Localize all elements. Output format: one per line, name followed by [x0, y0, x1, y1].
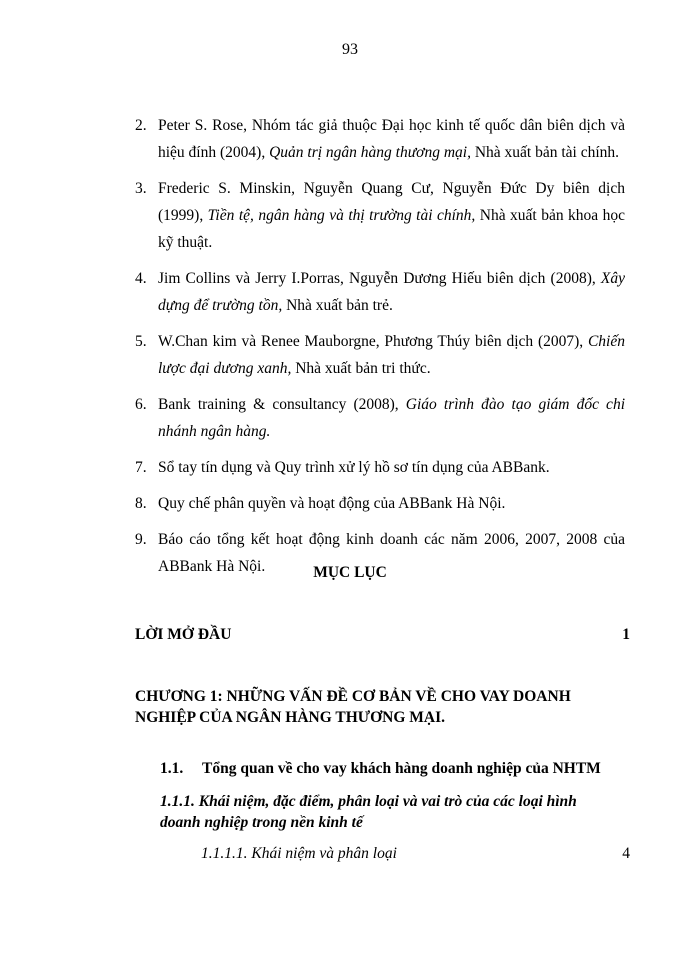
reference-item — [135, 454, 625, 481]
reference-text — [158, 490, 625, 517]
reference-title: Quản trị ngân hàng thương mại, — [269, 144, 471, 161]
reference-text — [158, 175, 625, 256]
reference-item — [135, 391, 625, 445]
toc-section-1-1-number: 1.1. — [160, 760, 184, 777]
reference-title: Chiến lược đại dương xanh, — [158, 333, 625, 377]
reference-item — [135, 490, 625, 517]
reference-number: 2. — [135, 117, 147, 134]
reference-authors: Quy chế phân quyền và hoạt động của ABBank Hà Nội. — [158, 495, 506, 512]
reference-title: Tiền tệ, ngân hàng và thị trường tài chính, — [207, 207, 476, 224]
page-number: 93 — [342, 41, 358, 58]
reference-publisher: Nhà xuất bản trẻ. — [282, 297, 393, 314]
reference-publisher: Nhà xuất bản tài chính. — [470, 144, 620, 161]
reference-title: Xây dựng để trường tồn, — [158, 270, 625, 314]
reference-title: Giáo trình đào tạo giám đốc chi nhánh ngân hàng. — [158, 396, 625, 440]
toc-section-1-1-title: Tổng quan về cho vay khách hàng doanh nghiệp của NHTM — [202, 760, 601, 777]
toc-chapter-1-line-1: CHƯƠNG 1: NHỮNG VẤN ĐỀ CƠ BẢN VỀ CHO VAY DOANH — [135, 688, 571, 705]
reference-text — [158, 454, 625, 481]
reference-number: 8. — [135, 495, 147, 512]
toc-chapter-1-line-2: NGHIỆP CỦA NGÂN HÀNG THƯƠNG MẠI. — [135, 709, 446, 726]
reference-number: 3. — [135, 180, 147, 197]
reference-publisher: Nhà xuất bản tri thức. — [291, 360, 431, 377]
reference-authors: Frederic S. Minskin, Nguyễn Quang Cư, Nguyễn Đức Dy biên dịch (1999), — [158, 180, 625, 224]
reference-authors: Jim Collins và Jerry I.Porras, Nguyễn Dương Hiếu biên dịch (2008), — [158, 270, 601, 287]
reference-text — [158, 328, 625, 382]
reference-authors: Bank training & consultancy (2008), — [158, 396, 406, 413]
toc-section-1-1-1-1-page: 4 — [622, 845, 630, 862]
reference-text — [158, 112, 625, 166]
toc-heading: MỤC LỤC — [313, 564, 387, 581]
reference-text — [158, 265, 625, 319]
reference-item — [135, 112, 625, 166]
toc-section-1-1-1-line-2: doanh nghiệp trong nền kinh tế — [160, 814, 363, 831]
reference-item — [135, 175, 625, 256]
reference-number: 9. — [135, 531, 147, 548]
reference-number: 7. — [135, 459, 147, 476]
reference-authors: Peter S. Rose, Nhóm tác giả thuộc Đại học kinh tế quốc dân biên dịch và hiệu đính (2004), — [158, 117, 625, 161]
toc-intro-label: LỜI MỞ ĐẦU — [135, 626, 232, 643]
reference-authors: W.Chan kim và Renee Mauborgne, Phương Thúy biên dịch (2007), — [158, 333, 588, 350]
toc-section-1-1-1-line-1: 1.1.1. Khái niệm, đặc điểm, phân loại và vai trò của các loại hình — [160, 793, 577, 810]
reference-item — [135, 265, 625, 319]
reference-text — [158, 391, 625, 445]
reference-list — [135, 112, 625, 589]
reference-authors: Báo cáo tổng kết hoạt động kinh doanh các năm 2006, 2007, 2008 của ABBank Hà Nội. — [158, 531, 625, 575]
reference-item — [135, 328, 625, 382]
toc-section-1-1-1-1-title: 1.1.1.1. Khái niệm và phân loại — [201, 845, 397, 862]
reference-publisher: Nhà xuất bản khoa học kỹ thuật. — [158, 207, 625, 251]
reference-authors: Sổ tay tín dụng và Quy trình xử lý hồ sơ tín dụng của ABBank. — [158, 459, 550, 476]
reference-number: 4. — [135, 270, 147, 287]
toc-intro-page: 1 — [622, 626, 630, 643]
reference-number: 6. — [135, 396, 147, 413]
reference-number: 5. — [135, 333, 147, 350]
